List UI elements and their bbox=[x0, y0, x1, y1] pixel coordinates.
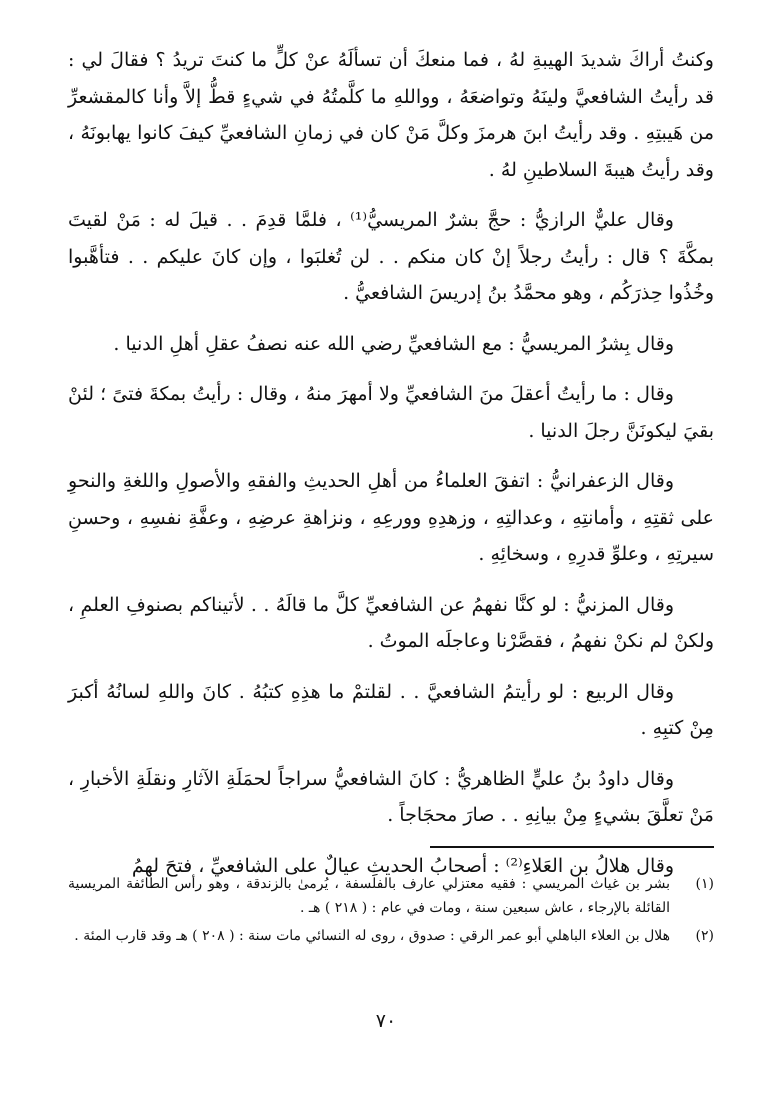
footnotes bbox=[68, 872, 714, 952]
paragraph-hilal-ibn-al-ala: وقال هلالُ بن العَلاءِ⁽²⁾ : أصحابُ الحديثِ عيالٌ على الشافعيِّ ، فتحَ لهمُ bbox=[131, 854, 674, 877]
footnote bbox=[68, 872, 714, 920]
footnote-text: بشر بن غياث المريسي : فقيه معتزلي عارف بالفلسفة ، يُرمىٰ بالزندقة ، وهو رأس الطائفة المريسية القائلة بالإرجاء ، عاش سبعين سنة ، ومات في عام : ( ٢١٨ ) هـ . bbox=[68, 876, 670, 916]
footnote-divider bbox=[430, 846, 714, 848]
footnote-text: هلال بن العلاء الباهلي أبو عمر الرقي : صدوق ، روى له النسائي مات سنة : ( ٢٠٨ ) هـ وقد قارب المئة . bbox=[74, 928, 670, 944]
page-body bbox=[68, 42, 714, 898]
page-number: ٧٠ bbox=[375, 1010, 397, 1032]
footnote-number: (٢) bbox=[695, 928, 714, 944]
paragraph-al-zafarani: وقال الزعفرانيُّ : اتفقَ العلماءُ من أهلِ الحديثِ والفقهِ والأصولِ واللغةِ والنحوِ على ثقتِهِ ، وأمانتِهِ ، وعدالتِهِ ، وزهدِهِ وورعِهِ ، ونزاهةِ عرضِهِ ، وعفَّةِ نفسِهِ ، وحسنِ سيرتِهِ ، وعلوِّ قدرِهِ ، وسخائِهِ . bbox=[68, 470, 714, 565]
paragraph-most-intelligent: وقال : ما رأيتُ أعقلَ منَ الشافعيِّ ولا أمهرَ منهُ ، وقال : رأيتُ بمكةَ فتىً ؛ لئنْ بقيَ ليكونَنَّ رجلَ الدنيا . bbox=[68, 383, 714, 442]
paragraph-al-rabi: وقال الربيع : لو رأيتمُ الشافعيَّ . . لقلتمْ ما هذِهِ كتبُهُ . كانَ واللهِ لسانُهُ أكبرَ مِنْ كتبِهِ . bbox=[68, 680, 714, 739]
paragraph-dawud-al-zahiri: وقال داودُ بنُ عليٍّ الظاهريُّ : كانَ الشافعيُّ سراجاً لحمَلَةِ الآثارِ ونقلَةِ الأخبارِ ، مَنْ تعلَّقَ بشيءٍ مِنْ بيانِهِ . . صارَ محجَاجاً . bbox=[68, 767, 714, 826]
paragraph-al-muzani: وقال المزنيُّ : لو كنَّا نفهمُ عن الشافعيِّ كلَّ ما قالَهُ . . لأتيناكم بصنوفِ العلمِ ، ولكنْ لم نكنْ نفهمُ ، فقصَّرْنا وعاجلَه الموتُ . bbox=[68, 593, 714, 652]
paragraph-shafii-awe: وكنتُ أراكَ شديدَ الهيبةِ لهُ ، فما منعكَ أن تسألَهُ عنْ كلٍّ ما كنتَ تريدُ ؟ فقالَ لي : قد رأيتُ الشافعيَّ ولينَهُ وتواضعَهُ ، وواللهِ ما كلَّمتُهُ في شيءٍ قطُّ إلاَّ وأنا كالمقشعرِّ من هَيبتِهِ . وقد رأيتُ ابنَ هرمزَ وكلَّ مَنْ كان في زمانِ الشافعيِّ كيفَ كانوا يهابونَهُ ، وقد رأيتُ هيبةَ السلاطينِ لهُ . bbox=[68, 49, 714, 181]
footnote-number: (١) bbox=[695, 876, 714, 892]
footnote bbox=[68, 924, 714, 948]
paragraph-bishr-al-marisi: وقال بِشرُ المريسيُّ : مع الشافعيِّ رضي الله عنه نصفُ عقلِ أهلِ الدنيا . bbox=[113, 332, 674, 355]
paragraph-ali-al-razi: وقال عليٌّ الرازيُّ : حجَّ بشرٌ المريسيُّ⁽¹⁾ ، فلمَّا قدِمَ . . قيلَ له : مَنْ لقيتَ بمكَّةَ ؟ قال : رأيتُ رجلاً إنْ كان منكم . . لن تُغلبَوا ، وإن كانَ عليكم . . فتأهَّبوا وخُذُوا حِذرَكُم ، وهو محمَّدُ بنُ إدريسَ الشافعيُّ . bbox=[68, 209, 714, 304]
